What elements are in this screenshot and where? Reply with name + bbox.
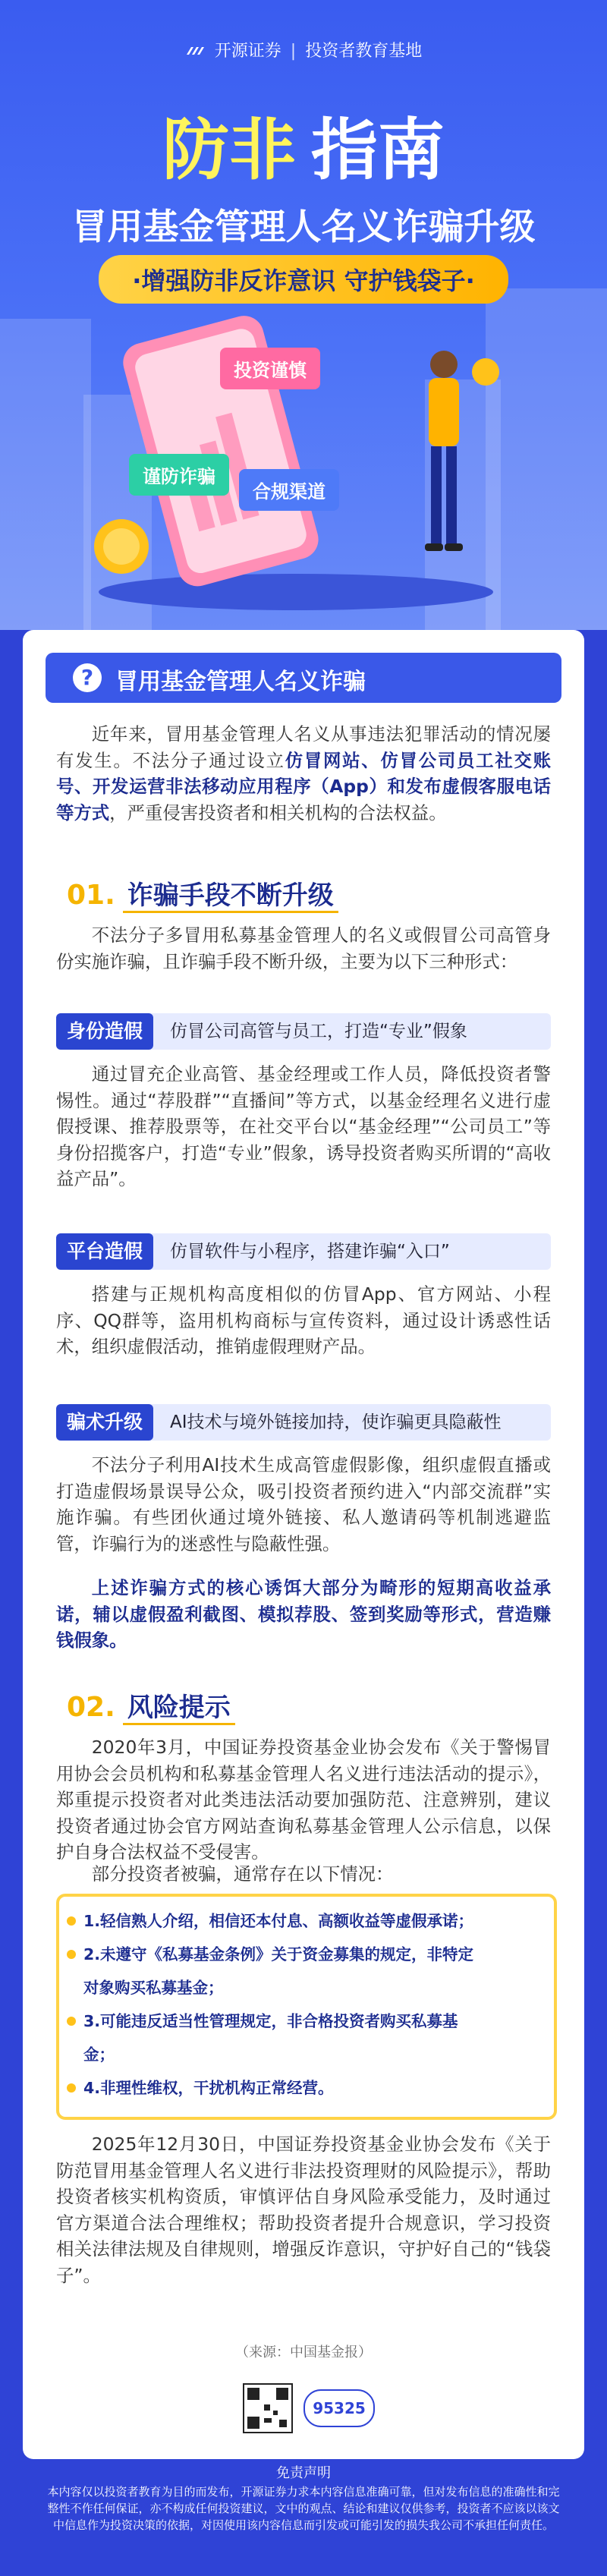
disclaimer-text: 本内容仅以投资者教育为目的而发布，开源证券力求本内容信息准确可靠，但对发布信息的准确性和完整性不作任何保证，亦不构成任何投资建议，文中的观点、结论和建议仅供参考，投资者不应该以该文中信息作为投资决策的依据，对因使用该内容信息而引发或可能引发的损失我公司不承担任何责任。 xyxy=(47,2485,560,2532)
section-header-title: 冒用基金管理人名义诈骗 xyxy=(115,669,366,695)
brand-bar: 开源证券 | 投资者教育基地 xyxy=(0,38,607,61)
form-platform-desc: 仿冒软件与小程序，搭建诈骗“入口” xyxy=(170,1242,450,1261)
tag-compliant-channels: 合规渠道 xyxy=(239,469,339,511)
intro-paragraph: 近年来，冒用基金管理人名义从事违法犯罪活动的情况屡有发生。不法分子通过设立仿冒网站、仿冒公司员工社交账号、开发运营非法移动应用程序（App）和发布虚假客服电话等方式，严重侵害投资者和相关机构的合法权益。 xyxy=(56,723,552,824)
brand-tagline: 投资者教育基地 xyxy=(305,42,423,61)
risk-item-cont: 金； xyxy=(83,2045,115,2064)
form-tactics-label: 骗术升级 xyxy=(56,1404,153,1441)
form-platform-body: 搭建与正规机构高度相似的仿冒App、官方网站、小程序、QQ群等，盗用机构商标与宣传资料，通过设计诱惑性话术，组织虚假活动，推销虚假理财产品。 xyxy=(56,1283,551,1357)
hero-title-b: 指南 xyxy=(311,111,445,189)
hero-title xyxy=(0,97,607,193)
form-identity-label: 身份造假 xyxy=(56,1013,153,1050)
risk-item: 2.未遵守《私募基金条例》关于资金募集的规定，非特定 xyxy=(59,1941,473,1968)
hero-slogan: ·增强防非反诈意识 守护钱袋子· xyxy=(99,255,508,304)
section-01-title xyxy=(67,874,338,912)
form-tactics-desc: AI技术与境外链接加持，使诈骗更具隐蔽性 xyxy=(170,1412,502,1432)
section-01-summary: 上述诈骗方式的核心诱饵大部分为畸形的短期高收益承诺，辅以虚假盈利截图、模拟荐股、签到奖励等形式，营造赚钱假象。 xyxy=(56,1577,551,1651)
risk-item: 1.轻信熟人介绍，相信还本付息、高额收益等虚假承诺； xyxy=(59,1907,473,1935)
section-01-lead: 不法分子多冒用私募基金管理人的名义或假冒公司高管身份实施诈骗，且诈骗手段不断升级，主要为以下三种形式： xyxy=(56,924,551,972)
tag-invest-carefully: 投资谨慎 xyxy=(220,348,320,389)
form-tactics-row xyxy=(56,1404,551,1441)
section-02-p2: 部分投资者被骗，通常存在以下情况： xyxy=(91,1863,394,1885)
qr-code-pattern-icon xyxy=(244,2385,291,2432)
hero-subtitle: 冒用基金管理人名义诈骗升级 xyxy=(71,206,536,248)
section-02-p1: 2020年3月，中国证券投资基金业协会发布《关于警惕冒用协会会员机构和私募基金管理人名义进行违法活动的提示》，郑重提示投资者对此类违法活动要加强防范、注意辨别，建议投资者通过协会官方网站查询私募基金管理人公示信息，以保护自身合法权益不受侵害。 xyxy=(56,1737,551,1863)
section-header xyxy=(46,653,561,703)
form-identity-desc: 仿冒公司高管与员工，打造“专业”假象 xyxy=(170,1022,467,1041)
form-identity-row xyxy=(56,1013,551,1050)
form-tactics-body: 不法分子利用AI技术生成高管虚假影像，组织虚假直播或打造虚假场景误导公众，吸引投资者预约进入“内部交流群”实施诈骗。有些团伙通过境外链接、私人邀请码等机制逃避监管，诈骗行为的迷惑性与隐蔽性强。 xyxy=(56,1454,551,1554)
brand-name: 开源证券 xyxy=(214,42,281,61)
risk-item-cont: 对象购买私募基金； xyxy=(83,1979,224,1997)
form-platform-row xyxy=(56,1233,551,1270)
section-02-text: 风险提示 xyxy=(123,1693,235,1725)
section-01-num: 01. xyxy=(67,880,115,911)
section-02-num: 02. xyxy=(67,1692,115,1723)
tag-beware-fraud: 谨防诈骗 xyxy=(129,454,229,496)
section-02-title xyxy=(67,1686,235,1724)
risk-item: 3.可能违反适当性管理规定，非合格投资者购买私募基 xyxy=(59,2008,458,2035)
brand-logo-icon xyxy=(185,44,205,58)
hero-banner xyxy=(0,0,607,630)
form-platform-label: 平台造假 xyxy=(56,1233,153,1270)
risk-item: 4.非理性维权，干扰机构正常经营。 xyxy=(59,2074,334,2102)
source-note: （来源：中国基金报） xyxy=(235,2345,372,2360)
hero-title-a: 防非 xyxy=(162,111,296,189)
section-02-p3: 2025年12月30日，中国证券投资基金业协会发布《关于防范冒用基金管理人名义进行非法投资理财的风险提示》，帮助投资者核实机构资质，审慎评估自身风险承受能力，及时通过官方渠道合法合理维权；帮助投资者提升合规意识，学习投资相关法律法规及自律规则，增强反诈意识，守护好自己的“钱袋子”。 xyxy=(56,2134,551,2286)
form-identity-body: 通过冒充企业高管、基金经理或工作人员，降低投资者警惕性。通过“荐股群”“直播间”等方式，以基金经理名义进行虚假授课、推荐股票等，在社交平台以“基金经理”“公司员工”等身份招揽客户，打造“专业”假象，诱导投资者购买所谓的“高收益产品”。 xyxy=(56,1063,551,1189)
risk-list-box xyxy=(56,1894,557,2120)
slogan-wrap xyxy=(0,255,607,304)
hotline-badge: 95325 xyxy=(304,2389,375,2427)
building-shape xyxy=(0,319,91,630)
qr-code xyxy=(243,2383,293,2433)
disclaimer-title: 免责声明 xyxy=(276,2465,331,2481)
question-icon: ? xyxy=(73,663,102,692)
section-01-text: 诈骗手段不断升级 xyxy=(123,880,338,913)
